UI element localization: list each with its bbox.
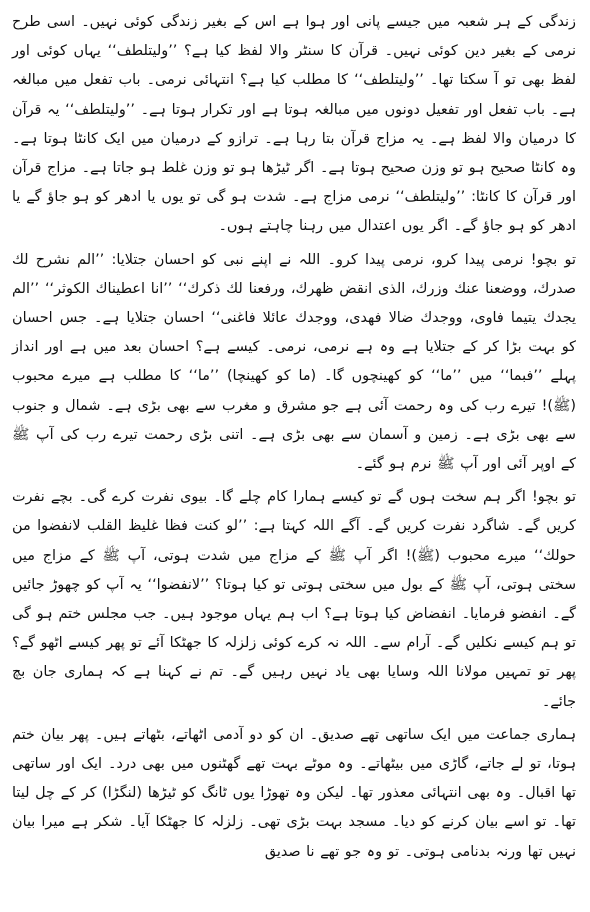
paragraph-4: ہماری جماعت میں ایک ساتھی تھے صدیق۔ ان کو دو آدمی اٹھاتے، بٹھاتے ہیں۔ پھر بیان ختم ہوتا، تو لے جاتے، گاڑی میں بیٹھاتے۔ وہ موٹے بہت تھے گھٹنوں میں بھی درد۔ ایک اور ساتھی تھا اقبال۔ وہ بھی انتہائی معذور تھا۔ لیکن وہ تھوڑا یوں ٹانگ کو ٹیڑھا (لنگڑا) کر کے چل لیتا تھا۔ تو اسے بیان کرنے کو دیا۔ مسجد بہت بڑی تھی۔ زلزلہ کا جھٹکا آیا۔ شکر ہے میرا بیان نہیں تھا ورنہ بدنامی ہوتی۔ تو وہ جو تھے نا صدیق — [12, 726, 576, 860]
paragraph-2: تو بچو! نرمی پیدا کرو، نرمی پیدا کرو۔ اللہ نے اپنے نبی کو احسان جتلایا: ’’الم نشرح لك صدرك، ووضعنا عنك وزرك، الذی انقض ظهرك، ورفعنا لك ذكرك‘‘ ’’انا اعطيناك الكوثر‘‘ ’’الم يجدك يتيما فاوی، ووجدك ضالا فهدی، ووجدك عائلا فاغنی‘‘ احسان جتلایا ہے۔ جس احسان کو بہت بڑا کر کے جتلایا ہے وہ ہے نرمی، نرمی۔ کیسے ہے؟ احسان بعد میں ہے اور انداز پہلے ’’فبما‘‘ میں ’’ما‘‘ کو کھینچوں گا۔ (ما کو کھینچا) ’’ما‘‘ کا مطلب ہے میرے محبوب (ﷺ)! تیرے رب کی وہ رحمت آئی ہے جو مشرق و مغرب سے بھی بڑی ہے۔ شمال و جنوب سے بھی بڑی ہے۔ زمین و آسمان سے بھی بڑی ہے۔ اتنی بڑی رحمت تیرے رب کی آپ ﷺ کے اوپر آئی اور آپ ﷺ نرم ہو گئے۔ — [12, 251, 576, 473]
paragraph-3: تو بچو! اگر ہم سخت ہوں گے تو کیسے ہمارا کام چلے گا۔ بیوی نفرت کرے گی۔ بچے نفرت کریں گے۔ شاگرد نفرت کریں گے۔ آگے اللہ کہتا ہے: ’’لو كنت فظا غليظ القلب لانفضوا من حولك‘‘ میرے محبوب (ﷺ)! اگر آپ ﷺ کے مزاج میں شدت ہوتی، آپ ﷺ کے مزاج میں سختی ہوتی، آپ ﷺ کے بول میں سختی ہوتی تو کیا ہوتا؟ ’’لانفضوا‘‘ یہ آپ کو چھوڑ جائیں گے۔ انفضو فرمایا۔ انفضاض کیا ہوتا ہے؟ اب ہم یہاں موجود ہیں۔ جب مجلس ختم ہو گی تو ہم کیسے نکلیں گے۔ آرام سے۔ اللہ نہ کرے کوئی زلزلہ کا جھٹکا آئے تو پھر کیسے اٹھو گے؟ پھر تو تمہیں مولانا اللہ وسایا بھی یاد نہیں رہیں گے۔ تم نے کہنا ہے کہ ہماری جان بچ جائے۔ — [12, 489, 576, 710]
paragraph-1: زندگی کے ہر شعبہ میں جیسے پانی اور ہوا ہے اس کے بغیر زندگی کوئی نہیں۔ اسی طرح نرمی کے بغیر دین کوئی نہیں۔ قرآن کا سنٹر والا لفظ کیا ہے؟ ’’ولیتلطف‘‘ یہاں کوئی اور لفظ بھی تو آ سکتا تھا۔ ’’ولیتلطف‘‘ کا مطلب کیا ہے؟ انتہائی نرمی۔ باب تفعل میں مبالغہ ہے۔ باب تفعل اور تفعیل دونوں میں مبالغہ ہوتا ہے اور تکرار ہوتا ہے۔ ’’ولیتلطف‘‘ یہ قرآن کا درمیان والا لفظ ہے۔ یہ مزاج قرآن بتا رہا ہے۔ ترازو کے درمیان میں ایک کانٹا ہوتا ہے۔ وہ کانٹا صحیح ہو تو وزن صحیح ہوتا ہے۔ اگر ٹیڑھا ہو تو وزن غلط ہو جاتا ہے۔ مزاج قرآن اور قرآن کا کانٹا: ’’ولیتلطف‘‘ نرمی مزاج ہے۔ شدت ہو گی تو یوں یا ادھر کو ہو جاؤ گے یا ادھر کو ہو جاؤ گے۔ اگر یوں اعتدال میں رہنا چاہتے ہوں۔ — [12, 14, 576, 235]
